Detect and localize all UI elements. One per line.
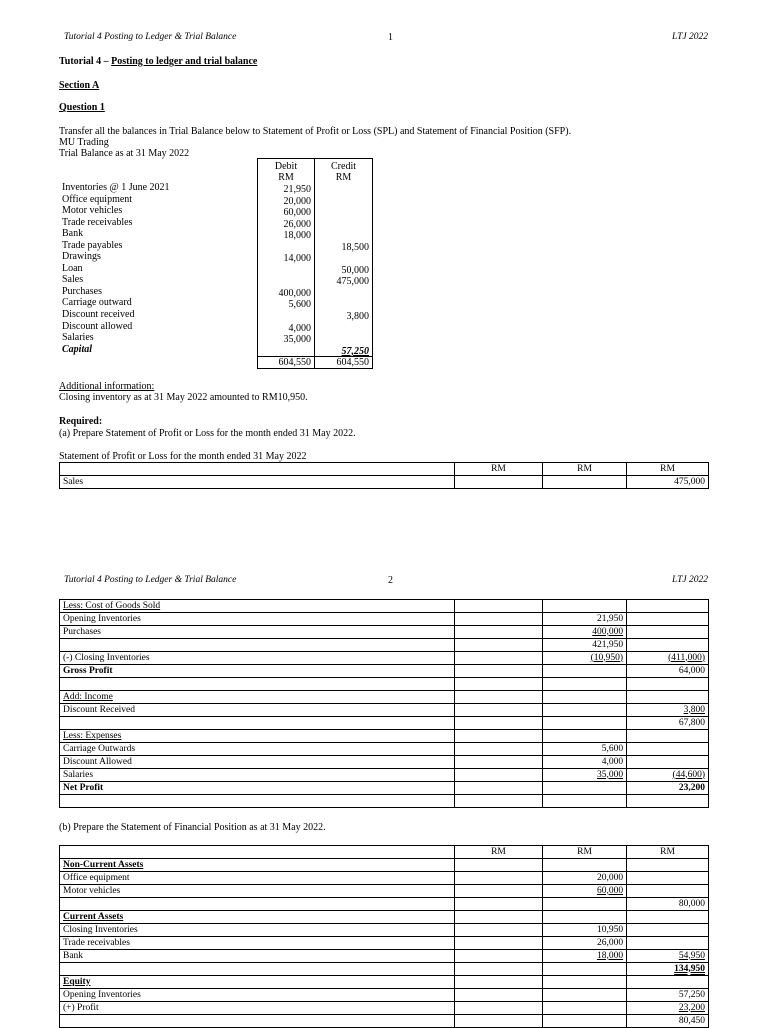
table-cell bbox=[543, 989, 627, 1002]
table-cell: Equity bbox=[60, 976, 455, 989]
part-b-instruction: (b) Prepare the Statement of Financial Position as at 31 May 2022. bbox=[59, 822, 326, 833]
page-number: 2 bbox=[388, 575, 393, 586]
table-cell bbox=[627, 924, 709, 937]
table-cell: 60,000 bbox=[543, 885, 627, 898]
table-cell: RM bbox=[454, 463, 542, 476]
table-row bbox=[60, 846, 709, 859]
tb-account-name: Purchases bbox=[62, 285, 102, 297]
table-row bbox=[60, 743, 709, 756]
table-row bbox=[60, 963, 709, 976]
table-cell bbox=[454, 885, 542, 898]
table-row bbox=[60, 639, 709, 652]
table-cell bbox=[60, 639, 455, 652]
table-cell: RM bbox=[627, 463, 709, 476]
part-a-instruction: (a) Prepare Statement of Profit or Loss for the month ended 31 May 2022. bbox=[59, 428, 356, 439]
tb-credit-value bbox=[315, 299, 372, 311]
table-cell: Gross Profit bbox=[60, 665, 455, 678]
credit-column bbox=[314, 158, 373, 369]
total-debit: 604,550 bbox=[257, 356, 315, 369]
table-cell bbox=[454, 678, 542, 691]
table-cell: 20,000 bbox=[543, 872, 627, 885]
tb-account-name: Trade payables bbox=[62, 239, 123, 251]
tb-credit-value bbox=[315, 196, 372, 208]
table-cell bbox=[543, 704, 627, 717]
table-cell: 64,000 bbox=[627, 665, 709, 678]
section-heading: Section A bbox=[59, 80, 100, 91]
tb-credit-value bbox=[315, 207, 372, 219]
table-cell bbox=[627, 859, 709, 872]
tb-debit-value: 5,600 bbox=[288, 299, 311, 311]
spl-header-table bbox=[59, 462, 709, 489]
table-row bbox=[60, 1002, 709, 1015]
table-row bbox=[60, 976, 709, 989]
table-cell: 4,000 bbox=[543, 756, 627, 769]
debit-values bbox=[258, 184, 314, 357]
table-cell bbox=[543, 963, 627, 976]
tb-account-name: Discount allowed bbox=[62, 320, 133, 332]
table-row bbox=[60, 756, 709, 769]
credit-header: Credit RM bbox=[331, 161, 356, 183]
credit-values bbox=[315, 184, 372, 357]
tb-debit-value: 4,000 bbox=[288, 322, 311, 334]
table-cell bbox=[543, 1015, 627, 1028]
statement-of-financial-position bbox=[59, 845, 709, 1028]
table-row bbox=[60, 769, 709, 782]
table-cell: (411,000) bbox=[627, 652, 709, 665]
table-row bbox=[60, 872, 709, 885]
tb-debit-value: 20,000 bbox=[283, 195, 311, 207]
table-cell bbox=[454, 795, 542, 808]
table-row bbox=[60, 924, 709, 937]
tb-account-name: Bank bbox=[62, 228, 84, 240]
table-cell: RM bbox=[627, 846, 709, 859]
table-row bbox=[60, 782, 709, 795]
table-cell bbox=[454, 704, 542, 717]
table-cell bbox=[627, 756, 709, 769]
table-cell bbox=[454, 937, 542, 950]
table-cell bbox=[543, 859, 627, 872]
table-cell: 3,800 bbox=[627, 704, 709, 717]
table-cell bbox=[543, 691, 627, 704]
table-cell: RM bbox=[543, 846, 627, 859]
table-cell bbox=[60, 717, 455, 730]
tb-credit-value: 50,000 bbox=[341, 264, 369, 276]
page-header-right: LTJ 2022 bbox=[672, 575, 708, 585]
table-cell: (-) Closing Inventories bbox=[60, 652, 455, 665]
table-row bbox=[60, 795, 709, 808]
table-cell bbox=[454, 639, 542, 652]
tb-credit-value bbox=[315, 323, 372, 335]
table-cell bbox=[60, 795, 455, 808]
table-row bbox=[60, 476, 709, 489]
tb-debit-value bbox=[258, 242, 314, 254]
table-cell bbox=[627, 885, 709, 898]
table-cell bbox=[543, 976, 627, 989]
table-cell bbox=[627, 613, 709, 626]
table-row bbox=[60, 678, 709, 691]
tb-account-name: Loan bbox=[62, 262, 83, 274]
table-cell: 400,000 bbox=[543, 626, 627, 639]
table-cell bbox=[454, 859, 542, 872]
table-cell bbox=[543, 898, 627, 911]
table-cell: Purchases bbox=[60, 626, 455, 639]
table-cell: Salaries bbox=[60, 769, 455, 782]
tb-account-name: Inventories @ 1 June 2021 bbox=[62, 182, 170, 193]
table-cell: Opening Inventories bbox=[60, 989, 455, 1002]
tb-credit-value: 57,250 bbox=[341, 345, 369, 357]
tb-credit-value: 3,800 bbox=[346, 311, 369, 323]
table-cell: (+) Profit bbox=[60, 1002, 455, 1015]
tb-credit-value bbox=[315, 219, 372, 231]
table-row bbox=[60, 463, 709, 476]
table-row bbox=[60, 911, 709, 924]
tb-debit-value: 26,000 bbox=[283, 218, 311, 230]
table-cell: Discount Received bbox=[60, 704, 455, 717]
table-cell: Bank bbox=[60, 950, 455, 963]
page-header-left: Tutorial 4 Posting to Ledger & Trial Balance bbox=[64, 575, 237, 585]
table-cell bbox=[60, 846, 455, 859]
table-cell: 421,950 bbox=[543, 639, 627, 652]
required-heading: Required: bbox=[59, 416, 103, 427]
table-cell bbox=[543, 717, 627, 730]
table-row bbox=[60, 1015, 709, 1028]
tb-account-name: Sales bbox=[62, 274, 84, 286]
instruction-text: Transfer all the balances in Trial Balance below to Statement of Profit or Loss (SPL) and Statement of Financial Position (SFP). bbox=[59, 126, 572, 137]
table-cell bbox=[454, 924, 542, 937]
table-row bbox=[60, 937, 709, 950]
table-cell bbox=[627, 872, 709, 885]
table-cell: Current Assets bbox=[60, 911, 455, 924]
table-cell bbox=[543, 665, 627, 678]
table-cell bbox=[543, 730, 627, 743]
trial-balance-title: Trial Balance as at 31 May 2022 bbox=[59, 148, 190, 159]
debit-header: Debit RM bbox=[274, 161, 298, 183]
table-cell bbox=[454, 898, 542, 911]
table-cell: (44,600) bbox=[627, 769, 709, 782]
table-cell bbox=[627, 976, 709, 989]
table-cell: Add: Income bbox=[60, 691, 455, 704]
table-cell bbox=[454, 1015, 542, 1028]
tb-credit-value bbox=[315, 288, 372, 300]
table-cell bbox=[454, 989, 542, 1002]
spl-title: Statement of Profit or Loss for the month ended 31 May 2022 bbox=[59, 451, 307, 462]
table-cell bbox=[627, 626, 709, 639]
table-cell bbox=[60, 963, 455, 976]
table-cell bbox=[60, 678, 455, 691]
table-cell bbox=[454, 769, 542, 782]
table-cell: Net Profit bbox=[60, 782, 455, 795]
table-cell: Office equipment bbox=[60, 872, 455, 885]
table-cell bbox=[454, 911, 542, 924]
table-cell bbox=[543, 476, 627, 489]
table-cell bbox=[627, 600, 709, 613]
table-cell: 26,000 bbox=[543, 937, 627, 950]
table-cell: Closing Inventories bbox=[60, 924, 455, 937]
table-cell bbox=[627, 795, 709, 808]
table-row bbox=[60, 717, 709, 730]
table-cell bbox=[454, 782, 542, 795]
table-cell bbox=[627, 730, 709, 743]
statement-of-profit-or-loss bbox=[59, 599, 709, 808]
table-cell: 57,250 bbox=[627, 989, 709, 1002]
table-cell: 80,450 bbox=[627, 1015, 709, 1028]
tb-credit-value bbox=[315, 253, 372, 265]
table-cell bbox=[627, 678, 709, 691]
table-cell: 134,950 bbox=[627, 963, 709, 976]
tb-account-name: Drawings bbox=[62, 251, 101, 263]
tb-debit-value: 400,000 bbox=[278, 287, 311, 299]
table-cell bbox=[454, 963, 542, 976]
tutorial-title: Tutorial 4 – Posting to ledger and trial balance bbox=[59, 56, 258, 67]
page-header-right: LTJ 2022 bbox=[672, 32, 708, 42]
table-cell bbox=[60, 898, 455, 911]
tb-debit-value bbox=[258, 265, 314, 277]
company-name: MU Trading bbox=[59, 137, 109, 148]
table-cell bbox=[454, 743, 542, 756]
table-row bbox=[60, 950, 709, 963]
tb-account-name: Carriage outward bbox=[62, 297, 132, 309]
table-cell: RM bbox=[454, 846, 542, 859]
table-cell bbox=[454, 872, 542, 885]
tb-account-name: Office equipment bbox=[62, 193, 133, 205]
tb-account-name: Trade receivables bbox=[62, 216, 133, 228]
tb-account-name: Motor vehicles bbox=[62, 205, 123, 217]
table-cell bbox=[60, 463, 455, 476]
table-cell: 54,950 bbox=[627, 950, 709, 963]
table-cell bbox=[454, 652, 542, 665]
tb-debit-value: 21,950 bbox=[283, 184, 311, 195]
table-cell: 10,950 bbox=[543, 924, 627, 937]
table-row bbox=[60, 613, 709, 626]
table-cell bbox=[454, 665, 542, 678]
tb-credit-value bbox=[315, 230, 372, 242]
table-cell: 21,950 bbox=[543, 613, 627, 626]
table-row bbox=[60, 600, 709, 613]
total-credit: 604,550 bbox=[314, 356, 373, 369]
table-cell bbox=[454, 717, 542, 730]
table-cell bbox=[454, 1002, 542, 1015]
table-cell bbox=[543, 795, 627, 808]
table-cell: 35,000 bbox=[543, 769, 627, 782]
debit-column bbox=[257, 158, 315, 369]
page-number: 1 bbox=[388, 32, 393, 43]
additional-info-heading: Additional information: bbox=[59, 381, 155, 392]
table-cell: Sales bbox=[60, 476, 455, 489]
table-cell bbox=[627, 911, 709, 924]
tb-credit-value: 475,000 bbox=[336, 276, 369, 288]
table-row bbox=[60, 859, 709, 872]
tb-credit-value: 18,500 bbox=[341, 241, 369, 253]
table-row bbox=[60, 704, 709, 717]
tb-debit-value: 35,000 bbox=[283, 334, 311, 346]
table-cell bbox=[454, 756, 542, 769]
table-cell bbox=[543, 911, 627, 924]
table-row bbox=[60, 626, 709, 639]
table-cell: Discount Allowed bbox=[60, 756, 455, 769]
table-cell: Carriage Outwards bbox=[60, 743, 455, 756]
page-header-left: Tutorial 4 Posting to Ledger & Trial Balance bbox=[64, 32, 237, 42]
table-cell bbox=[60, 1015, 455, 1028]
table-cell bbox=[454, 476, 542, 489]
table-cell: 23,200 bbox=[627, 1002, 709, 1015]
table-row bbox=[60, 691, 709, 704]
table-cell: (10,950) bbox=[543, 652, 627, 665]
additional-info-text: Closing inventory as at 31 May 2022 amounted to RM10,950. bbox=[59, 392, 308, 403]
table-row bbox=[60, 898, 709, 911]
tb-credit-value bbox=[315, 334, 372, 346]
trial-balance-account-names bbox=[62, 182, 252, 355]
table-cell: Non-Current Assets bbox=[60, 859, 455, 872]
table-cell bbox=[454, 976, 542, 989]
table-cell: Less: Expenses bbox=[60, 730, 455, 743]
tb-account-name: Salaries bbox=[62, 332, 94, 344]
table-cell: Opening Inventories bbox=[60, 613, 455, 626]
table-cell bbox=[454, 950, 542, 963]
table-cell bbox=[543, 600, 627, 613]
table-cell: RM bbox=[543, 463, 627, 476]
table-row bbox=[60, 885, 709, 898]
tb-debit-value: 14,000 bbox=[283, 253, 311, 265]
table-cell bbox=[454, 600, 542, 613]
table-cell: 80,000 bbox=[627, 898, 709, 911]
table-row bbox=[60, 665, 709, 678]
table-cell bbox=[627, 937, 709, 950]
tb-account-name: Discount received bbox=[62, 309, 135, 321]
table-cell: Less: Cost of Goods Sold bbox=[60, 600, 455, 613]
table-row bbox=[60, 652, 709, 665]
table-row bbox=[60, 989, 709, 1002]
table-cell: 18,000 bbox=[543, 950, 627, 963]
table-cell bbox=[543, 782, 627, 795]
tb-debit-value: 60,000 bbox=[283, 207, 311, 219]
table-cell bbox=[543, 678, 627, 691]
table-cell: 475,000 bbox=[627, 476, 709, 489]
tb-account-name: Capital bbox=[62, 343, 93, 355]
table-cell bbox=[454, 730, 542, 743]
table-cell bbox=[543, 1002, 627, 1015]
tb-debit-value: 18,000 bbox=[283, 230, 311, 242]
table-cell bbox=[454, 626, 542, 639]
table-cell: 5,600 bbox=[543, 743, 627, 756]
table-row bbox=[60, 730, 709, 743]
table-cell: Trade receivables bbox=[60, 937, 455, 950]
table-cell: Motor vehicles bbox=[60, 885, 455, 898]
tb-debit-value bbox=[258, 311, 314, 323]
question-heading: Question 1 bbox=[59, 102, 105, 113]
table-cell bbox=[454, 691, 542, 704]
tb-credit-value bbox=[315, 184, 372, 196]
table-cell: 23,200 bbox=[627, 782, 709, 795]
tb-debit-value bbox=[258, 276, 314, 288]
table-cell bbox=[454, 613, 542, 626]
table-cell bbox=[627, 691, 709, 704]
table-cell bbox=[627, 743, 709, 756]
table-cell bbox=[627, 639, 709, 652]
table-cell: 67,800 bbox=[627, 717, 709, 730]
